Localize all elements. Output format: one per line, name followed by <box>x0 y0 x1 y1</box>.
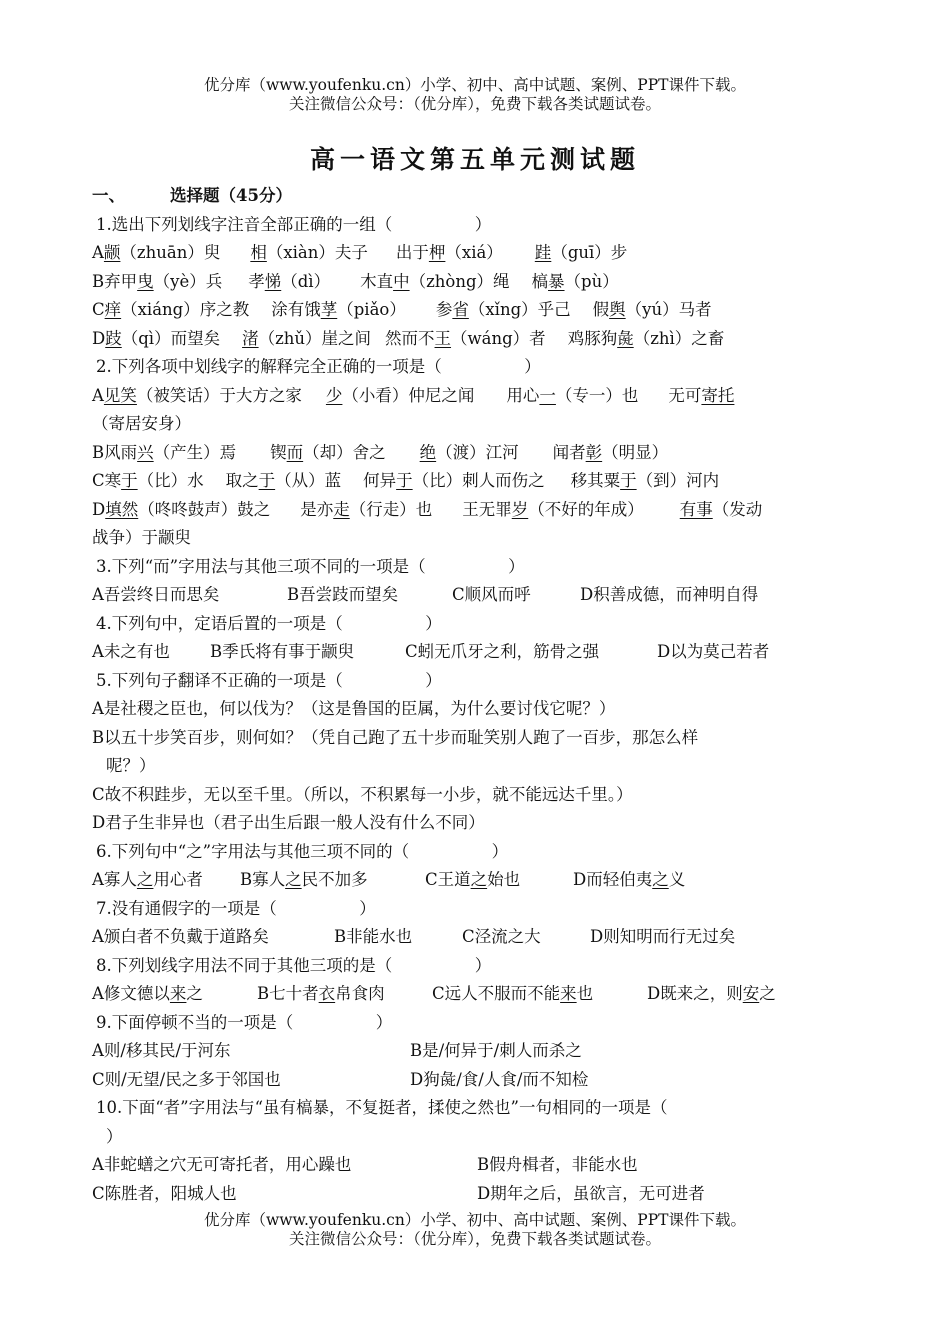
q8-stem: 8.下列划线字用法不同于其他三项的是（ ） <box>96 955 492 975</box>
q2-option-b: B风雨兴（产生）焉 锲而（却）舍之 绝（渡）江河 闻者彰（明显） <box>92 442 669 462</box>
section-heading <box>92 182 852 211</box>
section-label: 选择题（45分） <box>170 186 292 205</box>
q1-option-b: B弃甲曳（yè）兵 孝悌（dì） 木直中（zhòng）绳 槁暴（pù） <box>92 271 619 291</box>
q6-stem: 6.下列句中“之”字用法与其他三项不同的（ ） <box>96 841 509 861</box>
q1-option-a: A颛（zhuān）臾 相（xiàn）夫子 出于柙（xiá） 跬（guī）步 <box>92 243 628 262</box>
q1-option-d: D跂（qì）而望矣 渚（zhǔ）崖之间 然而不王（wáng）者 鸡豚狗彘（zhì）之畜 <box>92 328 725 348</box>
q7-stem: 7.没有通假字的一项是（ ） <box>96 898 376 918</box>
question-list <box>92 182 852 1208</box>
q1-stem: 1.选出下列划线字注音全部正确的一组（ ） <box>96 214 492 234</box>
q4-options: A未之有也 B季氏将有事于颛臾 C蚓无爪牙之利，筋骨之强 D以为莫己若者 <box>92 642 770 661</box>
q2-option-d-cont: 战争）于颛臾 <box>92 528 191 547</box>
q5-stem: 5.下列句子翻译不正确的一项是（ ） <box>96 670 442 690</box>
q9-options-ab: A则/移其民/于河东 B是/何异于/刺人而杀之 <box>92 1041 582 1060</box>
q3-stem: 3.下列“而”字用法与其他三项不同的一项是（ ） <box>96 556 525 576</box>
q2-option-a-cont: （寄居安身） <box>92 414 191 433</box>
q9-stem: 9.下面停顿不当的一项是（ ） <box>96 1012 393 1032</box>
q5-option-c: C故不积跬步，无以至千里。（所以，不积累每一小步，就不能远达千里。） <box>92 784 633 804</box>
q3-options: A吾尝终日而思矣 B吾尝跂而望矣 C顺风而呼 D积善成德，而神明自得 <box>92 585 759 604</box>
q2-option-c: C寒于（比）水 取之于（从）蓝 何异于（比）刺人而伤之 移其粟于（到）河内 <box>92 471 720 490</box>
page-footer <box>0 1211 950 1249</box>
q9-options-cd: C则/无望/民之多于邻国也 D狗彘/食/人食/而不知检 <box>92 1069 589 1089</box>
q5-option-b-cont: 呢？） <box>106 756 156 775</box>
q2-option-a: A见笑（被笑话）于大方之家 少（小看）仲尼之闻 用心一（专一）也 无可寄托 <box>92 385 735 405</box>
page-header <box>0 76 950 114</box>
footer-line-2: 关注微信公众号：（优分库），免费下载各类试题试卷。 <box>288 1230 661 1248</box>
q1-option-c: C痒（xiáng）序之教 涂有饿莩（piǎo） 参省（xǐng）乎己 假舆（yú）马者 <box>92 300 712 319</box>
q2-stem: 2.下列各项中划线字的解释完全正确的一项是（ ） <box>96 357 541 376</box>
q10-options-ab: A非蛇蟮之穴无可寄托者，用心躁也 B假舟楫者，非能水也 <box>92 1155 638 1174</box>
q10-options-cd: C陈胜者，阳城人也 D期年之后，虽欲言，无可进者 <box>92 1183 705 1203</box>
q6-options: A寡人之用心者 B寡人之民不加多 C王道之始也 D而轻伯夷之义 <box>92 870 686 889</box>
q5-option-d: D君子生非异也（君子出生后跟一般人没有什么不同） <box>92 813 485 832</box>
q5-option-a: A是社稷之臣也，何以伐为？（这是鲁国的臣属，为什么要讨伐它呢？） <box>92 699 616 718</box>
q2-option-d: D填然（咚咚鼓声）鼓之 是亦走（行走）也 王无罪岁（不好的年成） 有事（发动 <box>92 499 763 519</box>
q5-option-b: B以五十步笑百步，则何如？（凭自己跑了五十步而耻笑别人跑了一百步，那怎么样 <box>92 727 699 747</box>
page-title: 高一语文第五单元测试题 <box>309 145 640 174</box>
footer-line-1: 优分库（www.youfenku.cn）小学、初中、高中试题、案例、PPT课件下载。 <box>203 1211 747 1229</box>
q10-stem-cont: ） <box>106 1126 123 1146</box>
section-number: 一、 <box>92 186 125 205</box>
header-line-2: 关注微信公众号：（优分库），免费下载各类试题试卷。 <box>288 95 661 113</box>
q4-stem: 4.下列句中，定语后置的一项是（ ） <box>96 613 442 633</box>
header-line-1: 优分库（www.youfenku.cn）小学、初中、高中试题、案例、PPT课件下载。 <box>203 76 747 94</box>
q7-options: A颁白者不负戴于道路矣 B非能水也 C泾流之大 D则知明而行无过矣 <box>92 927 736 946</box>
q8-options: A修文德以来之 B七十者衣帛食肉 C远人不服而不能来也 D既来之，则安之 <box>92 984 776 1003</box>
q10-stem: 10.下面“者”字用法与“虽有槁暴，不复挺者，揉使之然也”一句相同的一项是（ <box>96 1098 668 1117</box>
